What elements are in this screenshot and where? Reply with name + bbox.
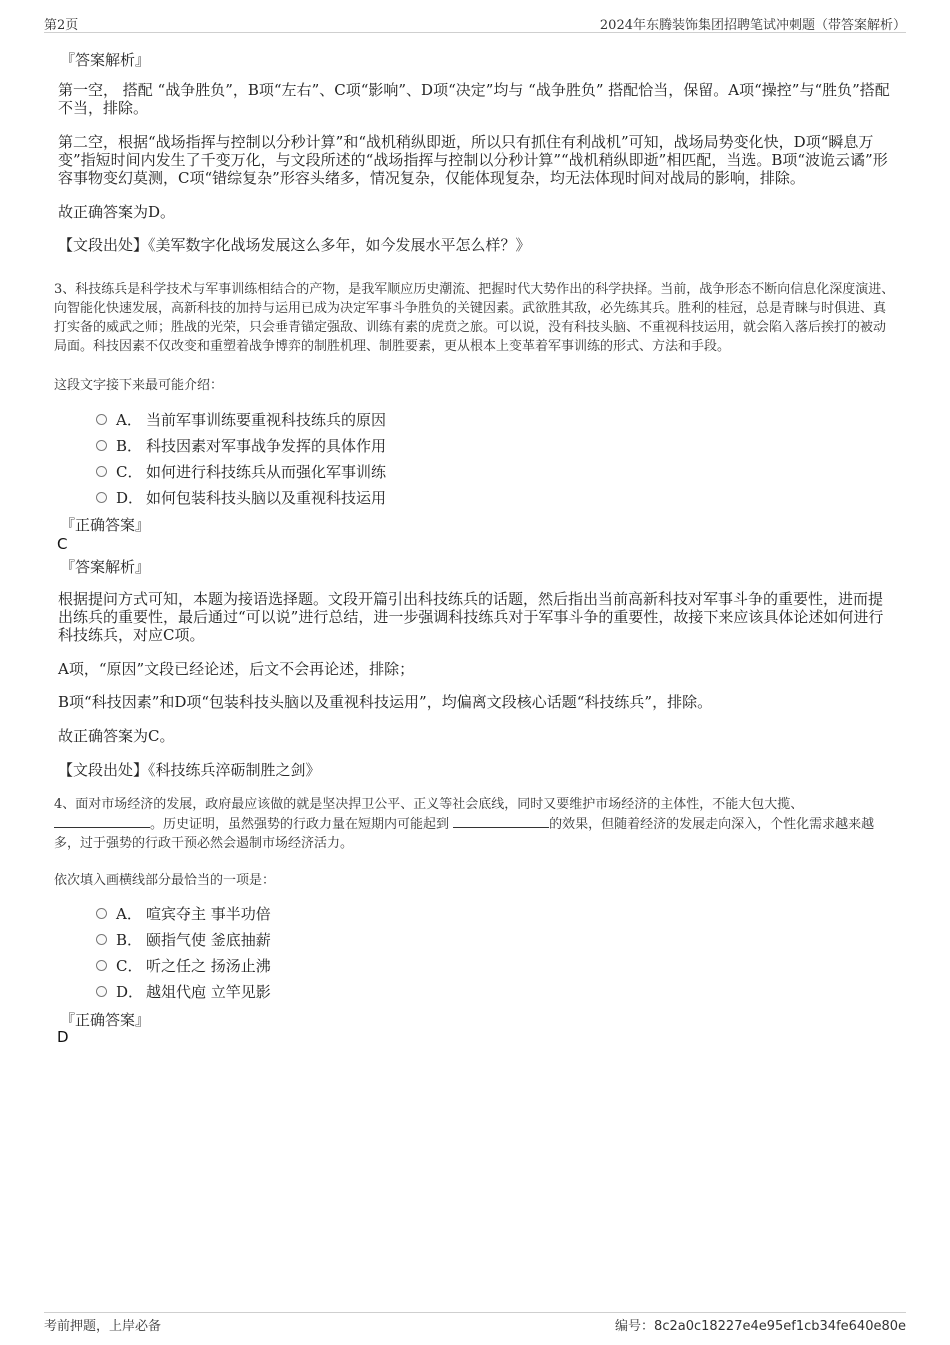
question-4-text: [54, 795, 896, 853]
page-footer: [44, 1312, 906, 1334]
option-letter: C．: [116, 462, 143, 481]
option-text: 如何包装科技头脑以及重视科技运用: [146, 488, 387, 507]
option-letter: C．: [116, 956, 143, 975]
analysis-paragraph-2: A项，“原因”文段已经论述，后文不会再论述，排除；: [58, 660, 415, 678]
correct-answer: C: [57, 535, 68, 553]
option-text: 听之任之 扬汤止沸: [146, 956, 271, 975]
document-code-value: 8c2a0c18227e4e95ef1cb34fe640e80e: [654, 1319, 906, 1334]
question-4-text-part-2: 。历史证明，虽然强势的行政力量在短期内可能起到: [150, 817, 450, 832]
question-3-prompt: 这段文字接下来最可能介绍：: [54, 378, 224, 393]
option-letter: B．: [116, 436, 143, 455]
option-letter: D．: [116, 982, 144, 1001]
document-code: [615, 1315, 906, 1334]
option-text: 科技因素对军事战争发挥的具体作用: [146, 436, 387, 455]
option-d[interactable]: [96, 978, 271, 1004]
option-c[interactable]: [96, 458, 386, 484]
option-letter: A．: [116, 904, 142, 923]
radio-icon[interactable]: [96, 986, 107, 997]
radio-icon[interactable]: [96, 414, 107, 425]
radio-icon[interactable]: [96, 440, 107, 451]
option-letter: B．: [116, 930, 143, 949]
correct-answer-label: 『正确答案』: [60, 516, 151, 534]
correct-answer-label: 『正确答案』: [60, 1011, 151, 1029]
option-a[interactable]: [96, 406, 386, 432]
footer-slogan: 考前押题，上岸必备: [44, 1319, 162, 1334]
radio-icon[interactable]: [96, 466, 107, 477]
question-4-text-part-3: 的效果，但随着经济的发展走向深入，个性化需求越来越多，过于强势的行政干预必然会遏制市场经济活力。: [54, 817, 875, 851]
analysis-label: 『答案解析』: [60, 51, 151, 69]
document-code-label: 编号：: [615, 1319, 655, 1334]
analysis-paragraph-3: B项“科技因素”和D项“包装科技头脑以及重视科技运用”，均偏离文段核心话题“科技练兵”，排除。: [58, 693, 713, 711]
option-a[interactable]: [96, 900, 271, 926]
blank-2: [453, 814, 549, 828]
radio-icon[interactable]: [96, 492, 107, 503]
analysis-paragraph-1: 第一空， 搭配 “战争胜负”，B项“左右”、C项“影响”、D项“决定”均与 “战争胜负” 搭配恰当，保留。A项“操控”与“胜负”搭配不当，排除。: [58, 81, 890, 117]
analysis-conclusion: 故正确答案为D。: [58, 203, 176, 221]
question-3-text: 3、科技练兵是科学技术与军事训练相结合的产物，是我军顺应历史潮流、把握时代大势作出的科学抉择。当前，战争形态不断向信息化深度演进、向智能化快速发展，高新科技的加持与运用已成为决定军事斗争胜负的关键因素。武欲胜其敌，必先练其兵。胜利的桂冠，总是青睐与时俱进、真打实备的威武之师；胜战的光荣，只会垂青锚定强敌、训练有素的虎贲之旅。可以说，没有科技头脑、不重视科技运用，就会陷入落后挨打的被动局面。科技因素不仅改变和重塑着战争博弈的制胜机理、制胜要素，更从根本上变革着军事训练的形式、方法和手段。: [54, 282, 895, 354]
blank-1: [54, 814, 150, 828]
document-title: 2024年东腾装饰集团招聘笔试冲刺题（带答案解析）: [599, 18, 906, 33]
option-letter: A．: [116, 410, 142, 429]
radio-icon[interactable]: [96, 934, 107, 945]
analysis-paragraph-1: 根据提问方式可知，本题为接语选择题。文段开篇引出科技练兵的话题，然后指出当前高新科技对军事斗争的重要性，进而提出练兵的重要性，最后通过“可以说”进行总结，进一步强调科技练兵对于军事斗争的重要性，故接下来应该具体论述如何进行科技练兵，对应C项。: [58, 590, 884, 644]
correct-answer: D: [57, 1028, 69, 1046]
analysis-conclusion: 故正确答案为C。: [58, 727, 175, 745]
question-3-options: [96, 406, 386, 510]
option-b[interactable]: [96, 926, 271, 952]
page-header: [44, 14, 906, 33]
option-text: 颐指气使 釜底抽薪: [146, 930, 271, 949]
analysis-paragraph-2: 第二空，根据“战场指挥与控制以分秒计算”和“战机稍纵即逝，所以只有抓住有利战机”可知，战场局势变化快，D项“瞬息万变”指短时间内发生了千变万化，与文段所述的“战场指挥与控制以分秒计算”“战机稍纵即逝”相匹配，当选。B项“波诡云谲”形容事物变幻莫测，C项“错综复杂”形容头绪多，情况复杂，仅能体现复杂，均无法体现时间对战局的影响，排除。: [58, 133, 888, 187]
option-text: 越俎代庖 立竿见影: [146, 982, 271, 1001]
option-text: 喧宾夺主 事半功倍: [146, 904, 271, 923]
question-4-text-part-1: 4、面对市场经济的发展，政府最应该做的就是坚决捍卫公平、正义等社会底线，同时又要维护市场经济的主体性，不能大包大揽、: [54, 797, 804, 812]
analysis-label: 『答案解析』: [60, 558, 151, 576]
option-text: 当前军事训练要重视科技练兵的原因: [146, 410, 387, 429]
option-text: 如何进行科技练兵从而强化军事训练: [146, 462, 387, 481]
option-letter: D．: [116, 488, 144, 507]
source-citation: 【文段出处】《科技练兵淬砺制胜之剑》: [58, 761, 321, 779]
option-d[interactable]: [96, 484, 386, 510]
source-citation: 【文段出处】《美军数字化战场发展这么多年，如今发展水平怎么样？》: [58, 236, 531, 254]
question-4-options: [96, 900, 271, 1004]
option-b[interactable]: [96, 432, 386, 458]
radio-icon[interactable]: [96, 908, 107, 919]
radio-icon[interactable]: [96, 960, 107, 971]
question-4-prompt: 依次填入画横线部分最恰当的一项是：: [54, 873, 276, 888]
option-c[interactable]: [96, 952, 271, 978]
page-number: 第2页: [44, 18, 79, 33]
